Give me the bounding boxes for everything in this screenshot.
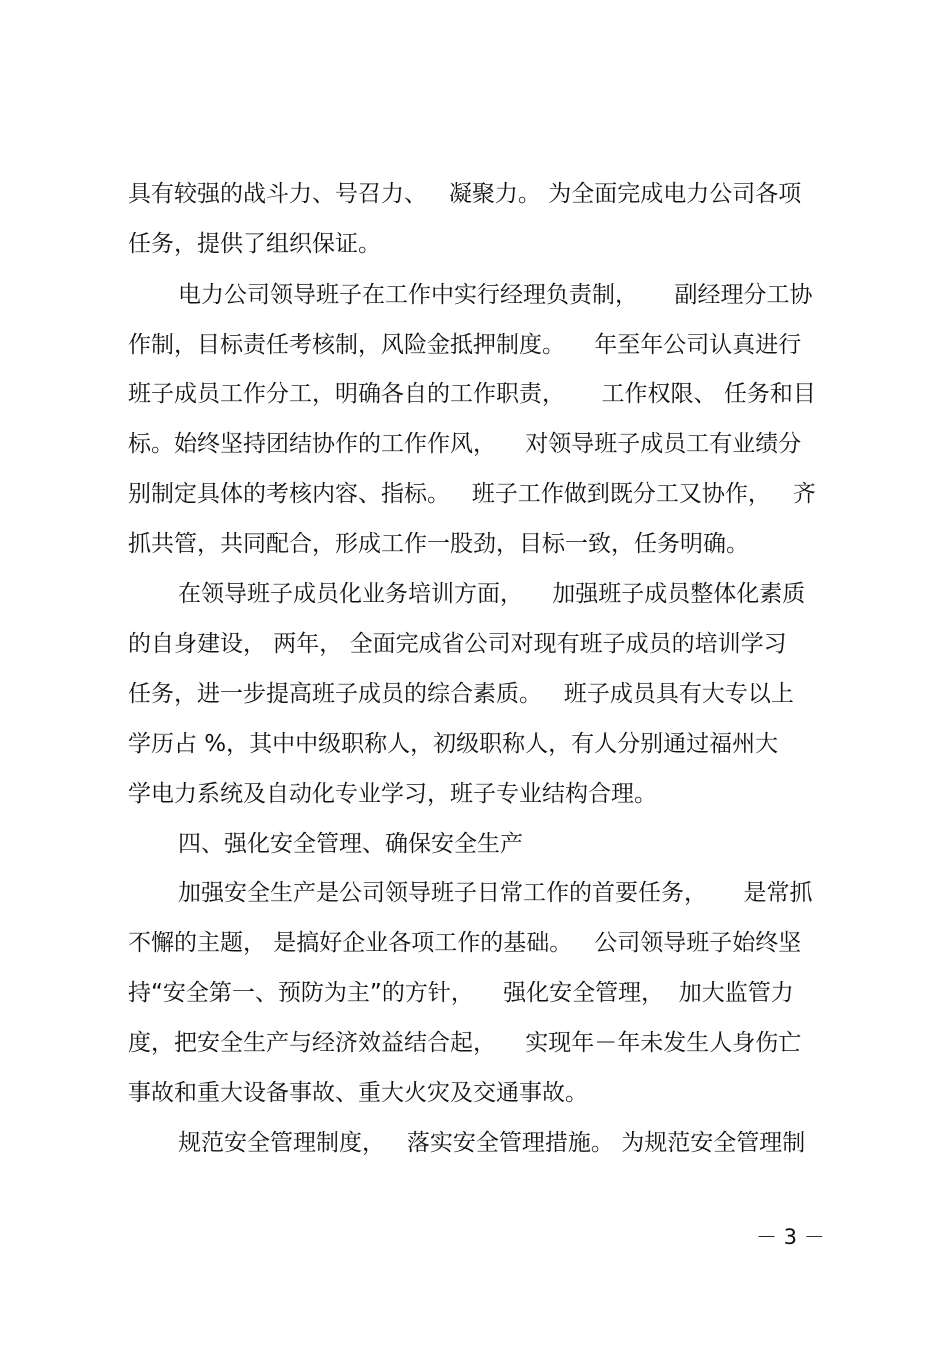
text-line: 任务，提供了组织保证。 [128, 231, 381, 257]
text-line: 持“安全第一、预防为主”的方针， 强化安全管理， 加大监管力 [128, 980, 794, 1006]
section-heading: 四、强化安全管理、确保安全生产 [178, 831, 523, 857]
text-line: 标。始终坚持团结协作的工作作风， 对领导班子成员工有业绩分 [128, 431, 802, 457]
text-line: 学电力系统及自动化专业学习，班子专业结构合理。 [128, 781, 657, 807]
text-line: 班子成员工作分工，明确各自的工作职责， 工作权限、 任务和目 [128, 381, 816, 407]
text-line: 具有较强的战斗力、号召力、 凝聚力。 为全面完成电力公司各项 [128, 181, 802, 207]
text-line: 抓共管，共同配合，形成工作一股劲，目标一致，任务明确。 [128, 531, 749, 557]
text-line: 在领导班子成员化业务培训方面， 加强班子成员整体化素质 [178, 581, 806, 607]
text-line: 作制，目标责任考核制，风险金抵押制度。 年至年公司认真进行 [128, 332, 802, 358]
text-line: 别制定具体的考核内容、指标。 班子工作做到既分工又协作， 齐 [128, 481, 816, 507]
text-line: 事故和重大设备事故、重大火灾及交通事故。 [128, 1080, 588, 1106]
text-line: 任务，进一步提高班子成员的综合素质。 班子成员具有大专以上 [128, 681, 794, 707]
text-line: 学历占 %，其中中级职称人，初级职称人，有人分别通过福州大 [128, 731, 779, 757]
text-line: 度，把安全生产与经济效益结合起， 实现年－年未发生人身伤亡 [128, 1030, 802, 1056]
text-line: 规范安全管理制度， 落实安全管理措施。 为规范安全管理制 [178, 1130, 806, 1156]
text-line: 电力公司领导班子在工作中实行经理负责制， 副经理分工协 [178, 282, 813, 308]
page-number: － 3 － [756, 1225, 825, 1249]
text-line: 的自身建设， 两年， 全面完成省公司对现有班子成员的培训学习 [128, 631, 787, 657]
text-line: 加强安全生产是公司领导班子日常工作的首要任务， 是常抓 [178, 880, 813, 906]
text-line: 不懈的主题， 是搞好企业各项工作的基础。 公司领导班子始终坚 [128, 930, 802, 956]
